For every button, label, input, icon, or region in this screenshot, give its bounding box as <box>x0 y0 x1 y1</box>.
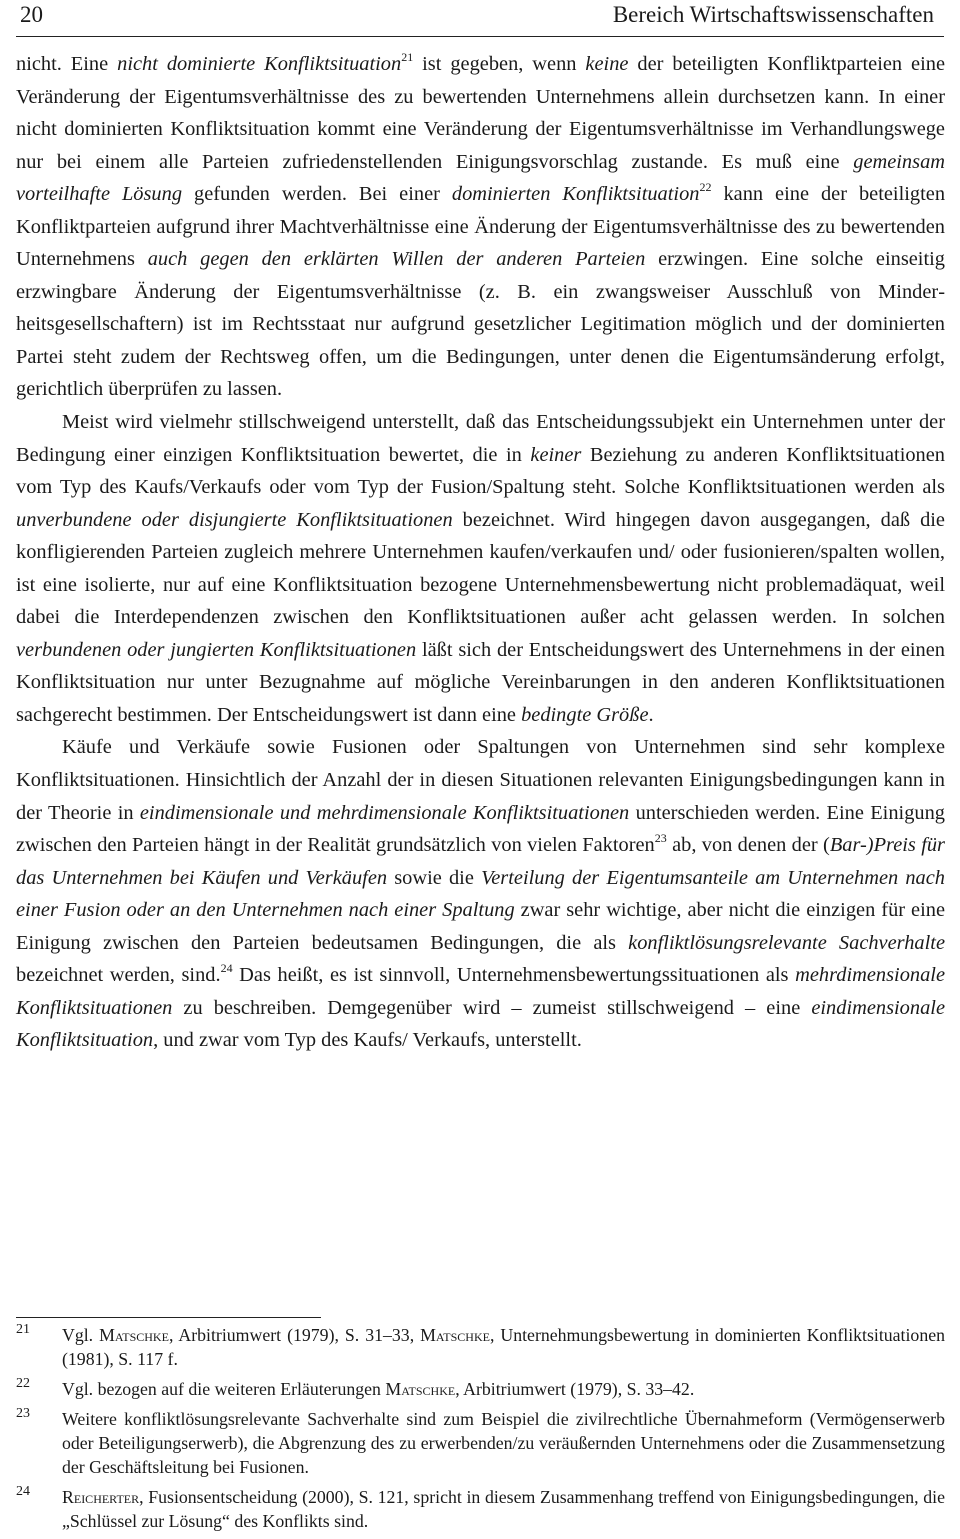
emphasized-term: auch gegen den erklärten Willen der anderen Parteien <box>147 248 646 271</box>
text-run: ab, von denen der ( <box>666 834 830 857</box>
footnote-reference: 24 <box>220 961 233 976</box>
text-run: Vgl. <box>62 1325 100 1345</box>
emphasized-term: eindimensionale Konfliktsituation <box>16 996 945 1052</box>
emphasized-term: gemeinsam vorteilhafte Lösung <box>16 150 945 206</box>
text-run: bezeichnet. Wird hingegen davon ausgegangen, daß die konfligierenden Parteien zugleich mehrere Unternehmen kaufen/verkaufen und/ oder fusionieren/spalten wollen, ist eine isolierte, nur auf eine Konfliktsituation bezogene Unternehmensbewertung nicht problemadäquat, weil dabei die Interdependenzen zwischen den Konfliktsituationen außer acht gelassen werden. In solchen <box>16 508 945 629</box>
text-run: sowie die <box>387 866 482 889</box>
text-run: , Fusionsentscheidung (2000), S. 121, spricht in diesem Zusammenhang treffend von Einigungsbedingungen, die „Schlüssel zur Lösung“ des Konflikts sind. <box>62 1487 945 1531</box>
footnote-number: 21 <box>16 1322 30 1337</box>
body-paragraph <box>16 48 945 406</box>
text-run: erzwingen. Eine solche einseitig erzwingbare Änderung der Eigentumsverhältnisse (z. B. ein zwangsweiser Ausschluß von Minderheitsgesellschaftern) ist im Rechtsstaat nur aufgrund gesetzlicher Legitimation möglich und der dominierten Partei steht zudem der Rechtsweg offen, um die Bedingungen, unter denen die Eigentumsänderung erfolgt, gerichtlich überprüfen zu lassen. <box>16 248 945 401</box>
author-name: Matschke <box>385 1379 456 1399</box>
text-run: der beteiligten Konfliktparteien eine Veränderung der Eigentumsverhältnisse des zu bewertenden Unternehmens allein durchsetzen kann. In einer nicht dominierten Konfliktsituation kommt eine Veränderung der Eigentumsverhältnisse im Verhandlungswege nur bei einem alle Parteien zufriedenstellenden Einigungsvorschlag zustande. Es muß eine <box>16 53 946 173</box>
text-run: , Arbitriumwert (1979), S. 31–33, <box>168 1325 421 1345</box>
text-run: Das heißt, es ist sinnvoll, Unternehmensbewertungssituationen als <box>232 964 796 987</box>
text-run: , und zwar vom Typ des Kaufs/ Verkaufs, unterstellt. <box>153 1029 582 1052</box>
footnote-text <box>62 1323 945 1371</box>
body-text <box>16 48 945 1057</box>
text-run: unterschieden werden. Eine Einigung zwischen den Parteien hängt in der Realität grundsätzlich von vielen Faktoren <box>16 801 945 857</box>
footnote-separator <box>16 1317 321 1318</box>
author-name: Matschke <box>99 1325 169 1345</box>
header-rule <box>16 36 944 37</box>
emphasized-term: bedingte Größe <box>521 703 649 726</box>
text-run: Beziehung zu anderen Konfliktsituationen vom Typ des Kaufs/Verkaufs oder vom Typ der Fusion/Spaltung steht. Solche Konfliktsituationen werden als <box>16 443 945 499</box>
text-run: Meist wird vielmehr stillschweigend unterstellt, daß das Entscheidungssubjekt ein Unternehmen unter der Bedingung einer einzigen Konfliktsituation bewertet, die in <box>16 411 945 466</box>
footnote-reference: 23 <box>654 831 667 846</box>
emphasized-term: Bar-)Preis für das Unternehmen bei Käufen und Verkäufen <box>16 834 945 889</box>
footnote-number: 22 <box>16 1376 30 1391</box>
footnote-number: 24 <box>16 1484 30 1499</box>
footnotes <box>16 1323 945 1539</box>
emphasized-term: keine <box>585 53 629 75</box>
footnote-text <box>62 1485 945 1533</box>
footnote-text <box>62 1407 945 1479</box>
emphasized-term: nicht dominierte Konfliktsituation <box>117 53 402 75</box>
footnote-reference: 22 <box>699 180 712 195</box>
emphasized-term: Verteilung der Eigentumsanteile am Unternehmen nach einer Fusion oder an den Unternehmen nach einer Spaltung <box>16 866 945 922</box>
footnote-number: 23 <box>16 1406 30 1421</box>
footnote-reference: 21 <box>401 50 414 64</box>
emphasized-term: verbundenen oder jungierten Konfliktsituationen <box>16 638 417 661</box>
text-run: Vgl. bezogen auf die weiteren Erläuterungen <box>62 1379 386 1399</box>
emphasized-term: eindimensionale und mehrdimensionale Konfliktsituationen <box>139 801 630 824</box>
text-run: zu beschreiben. Demgegenüber wird – zumeist stillschweigend – eine <box>172 996 812 1019</box>
author-name: Reicherter <box>62 1487 140 1507</box>
footnote <box>16 1377 945 1401</box>
running-header <box>0 0 960 34</box>
footnote-text <box>62 1377 945 1401</box>
body-paragraph <box>16 731 945 1056</box>
text-run: läßt sich der Entscheidungswert des Unternehmens in der einen Konfliktsituation nur unter Bezugnahme auf mögliche Vereinbarungen in den anderen Konfliktsituationen sachgerecht bestimmen. Der Entscheidungswert ist dann eine <box>16 638 946 726</box>
author-name: Matschke <box>420 1325 490 1345</box>
text-run: , Arbitriumwert (1979), S. 33–42. <box>455 1379 695 1399</box>
text-run: , Unternehmungsbewertung in dominierten Konfliktsituationen (1981), S. 117 f. <box>62 1325 945 1369</box>
text-run: nicht. Eine <box>16 53 118 75</box>
running-title: Bereich Wirtschaftswissenschaften <box>612 2 934 27</box>
footnote <box>16 1407 945 1479</box>
text-run: zwar sehr wichtige, aber nicht die einzigen für eine Einigung zwischen den Parteien bedeutsamen Bedingungen, die als <box>16 899 945 954</box>
text-run: . <box>648 703 654 726</box>
footnote <box>16 1485 945 1533</box>
footnote <box>16 1323 945 1371</box>
text-run: bezeichnet werden, sind. <box>16 964 221 987</box>
emphasized-term: keiner <box>530 443 582 466</box>
text-run: Weitere konfliktlösungsrelevante Sachverhalte sind zum Beispiel die zivilrechtliche Übernahmeform (Vermögenserwerb oder Beteiligungserwerb), die Abgrenzung des zu erwerbenden/zu veräußernden Unternehmens oder die Zusammensetzung der Geschäftsleitung bei Fusionen. <box>62 1409 945 1477</box>
page-number: 20 <box>20 2 43 27</box>
emphasized-term: konfliktlösungsrelevante Sachverhalte <box>628 931 945 954</box>
text-run: gefunden werden. Bei einer <box>182 183 452 206</box>
text-run: kann eine der beteiligten Konfliktparteien aufgrund ihrer Machtverhältnisse eine Änderung der Eigentumsverhältnisse des zu bewertenden Unternehmens <box>16 183 946 271</box>
emphasized-term: dominierten Konfliktsituation <box>451 183 700 206</box>
body-paragraph <box>16 406 945 731</box>
emphasized-term: mehrdimensionale Konfliktsituationen <box>16 964 945 1019</box>
emphasized-term: unverbundene oder disjungierte Konfliktsituationen <box>16 508 453 531</box>
text-run: Käufe und Verkäufe sowie Fusionen oder Spaltungen von Unternehmen sind sehr komplexe Konfliktsituationen. Hinsichtlich der Anzahl der in diesen Situationen relevanten Einigungsbedingungen kann in der Theorie in <box>16 736 945 824</box>
text-run: ist gegeben, wenn <box>413 53 586 75</box>
